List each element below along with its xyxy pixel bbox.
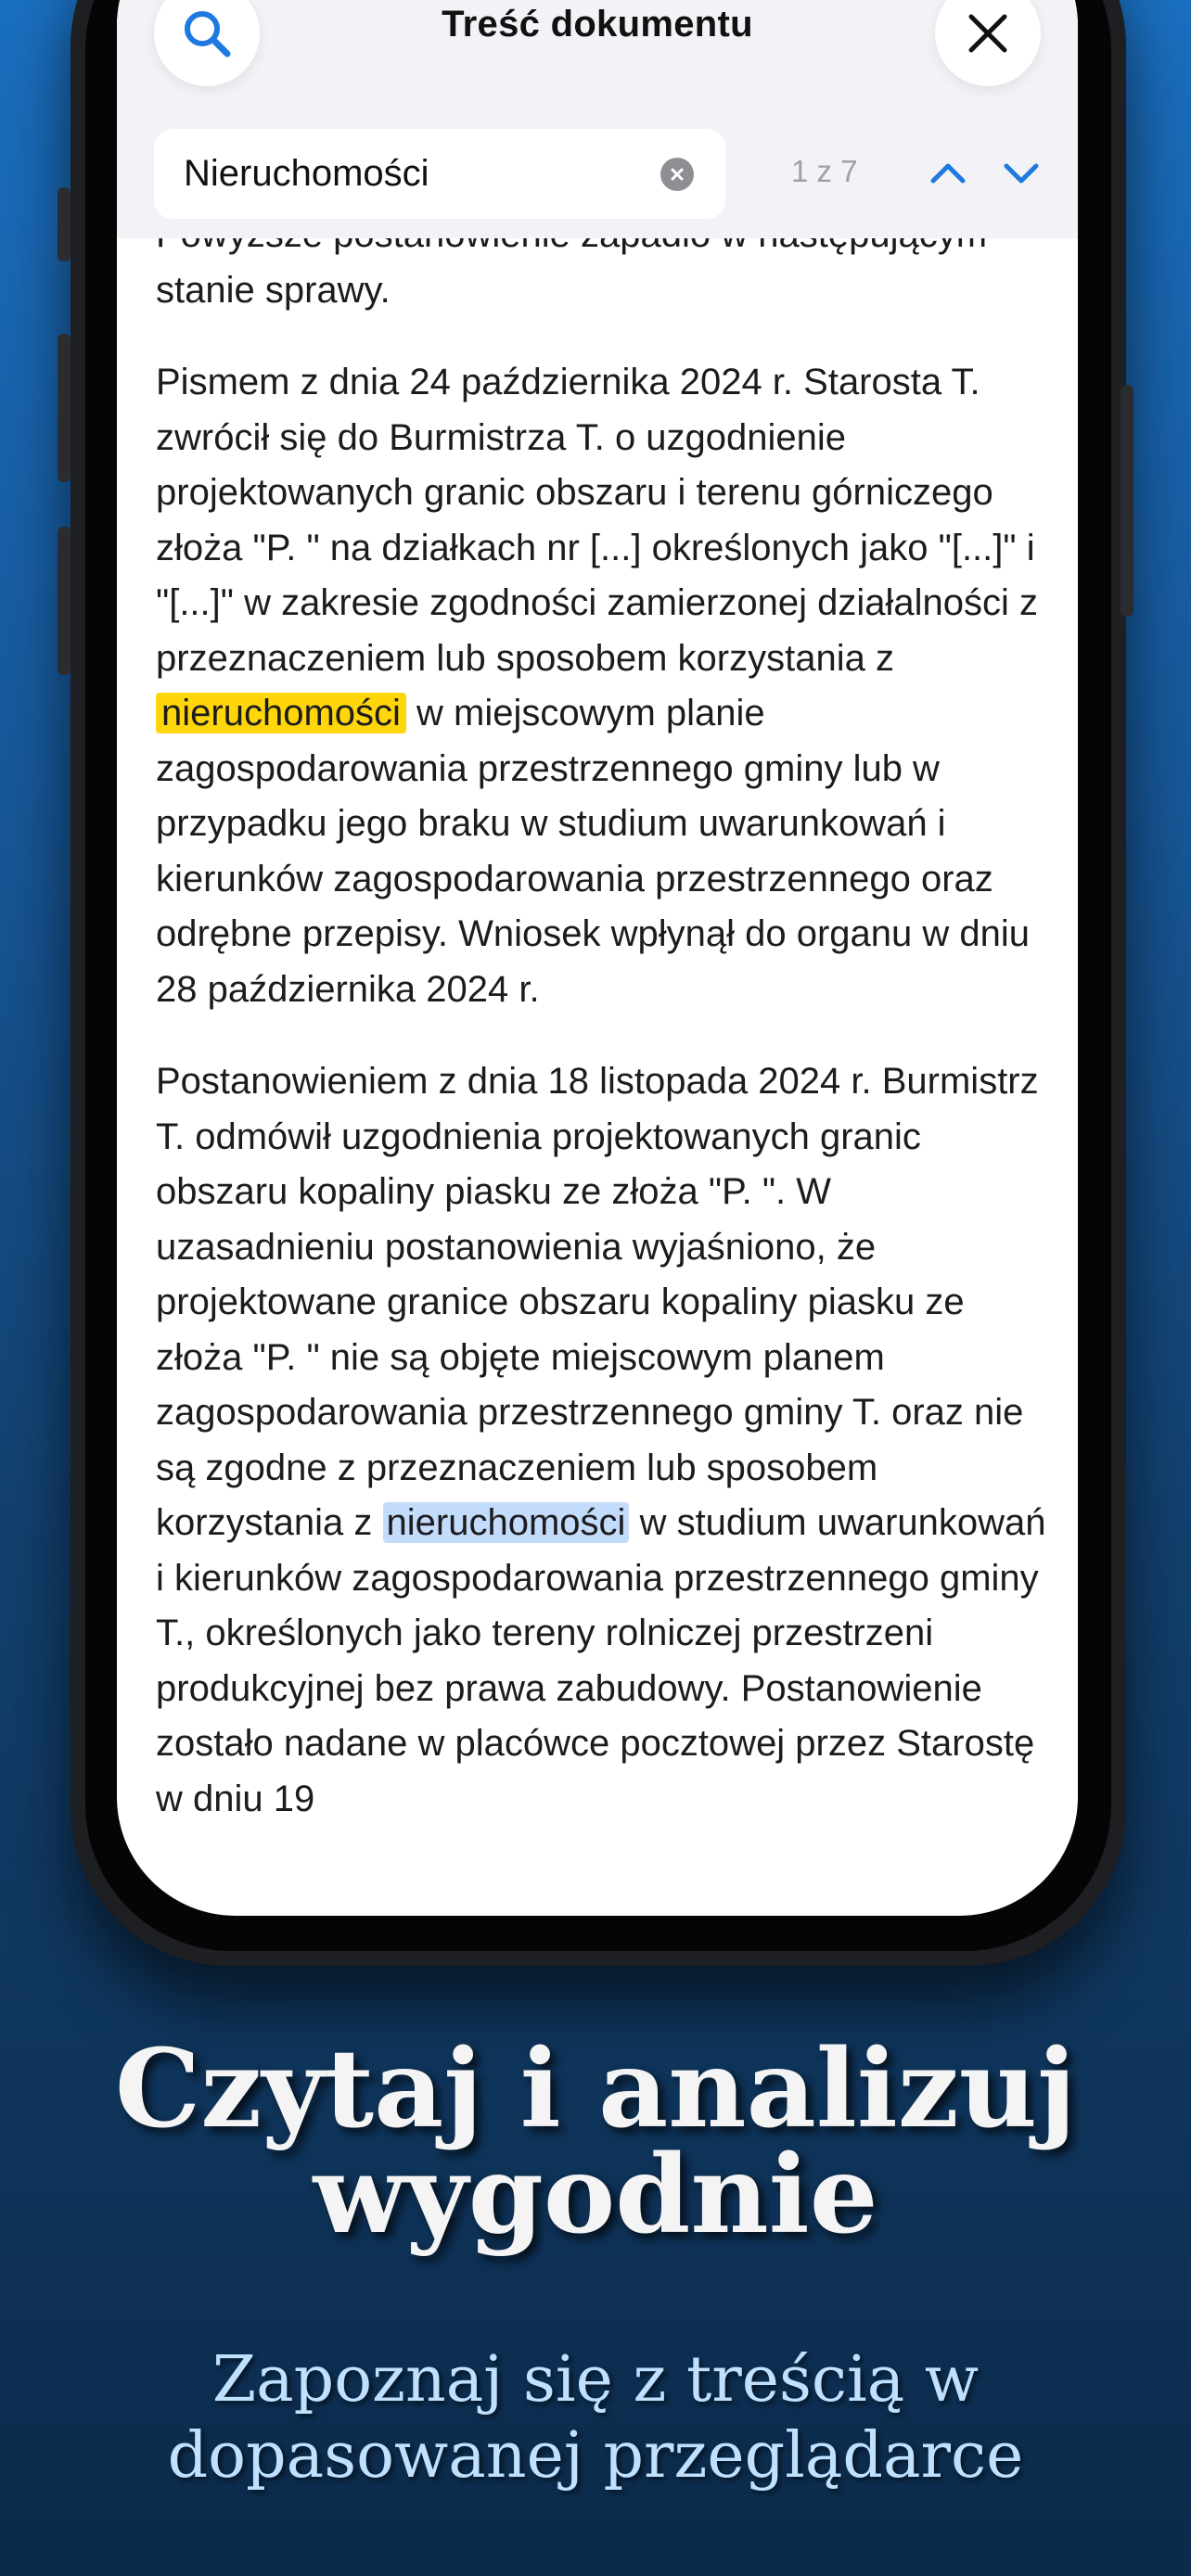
paragraph-1-text-after: w miejscowym planie zagospodarowania przestrzennego gminy lub w przypadku jego braku w studium uwarunkowań i kierunków zagospodarowania przestrzennego oraz odrębne przepisy. Wniosek wpłynął do organu w dniu 28 października 2024 r.	[156, 693, 1031, 1010]
paragraph-2	[156, 1054, 1046, 1827]
paragraph-2-text-after: w studium uwarunkowań i kierunków zagospodarowania przestrzennego gminy T., określonych jako tereny rolniczej przestrzeni produkcyjnej bez prawa zabudowy. Postanowienie zostało nadane w	[156, 1502, 1046, 1764]
phone-volume-up-button	[58, 334, 70, 482]
search-input[interactable]	[154, 129, 725, 219]
paragraph-1	[156, 355, 1046, 1017]
promo-headline-line-2: wygodnie	[313, 2132, 878, 2258]
document-content	[156, 208, 1046, 1864]
paragraph-2-cut-text: placówce pocztowej przez Starostę w dniu 19	[156, 1723, 1035, 1819]
clear-search-icon[interactable]	[660, 158, 694, 191]
promo-subline	[0, 2342, 1191, 2494]
paragraph-2-text-before: Postanowieniem z dnia 18 listopada 2024 r. Burmistrz T. odmówił uzgodnienia projektowanych granic obszaru kopaliny piasku ze złoża "P. ". W uzasadnieniu postanowienia wyjaśniono, że projektowane granice obszaru kopaliny piasku ze złoża "P. " nie są objęte miejscowym planem zagospodarowania przestrzennego gminy T. oraz nie są zgodne z przeznaczeniem lub sposobem korzystania z	[156, 1061, 1039, 1543]
previous-match-chevron-up-icon[interactable]	[928, 153, 968, 194]
next-match-chevron-down-icon[interactable]	[1001, 153, 1042, 194]
promo-headline	[0, 2026, 1191, 2258]
match-counter: 1 z 7	[791, 154, 858, 188]
search-match: nieruchomości	[383, 1502, 630, 1543]
paragraph-1-text-before: Pismem z dnia 24 października 2024 r. Starosta T. zwrócił się do Burmistrza T. o uzgodnienie projektowanych granic obszaru i terenu górniczego złoża "P. " na działkach nr [...] określonych jako "[...]" i "[...]" w zakresie zgodności zamierzonej działalności z przeznaczeniem lub sposobem korzystania z	[156, 362, 1039, 679]
phone-volume-down-button	[58, 527, 70, 675]
close-x-icon	[966, 11, 1010, 56]
promo-headline-line-1: Czytaj i analizuj	[114, 2026, 1077, 2152]
paragraph-0-tail: stanie sprawy.	[156, 269, 391, 311]
page-title: Treść dokumentu	[442, 4, 753, 45]
promo-subline-line-1: Zapoznaj się z treścią w	[211, 2343, 980, 2417]
search-query: Nieruchomości	[184, 153, 429, 194]
close-button[interactable]	[935, 0, 1041, 86]
phone-side-button	[58, 187, 70, 261]
phone-power-button	[1121, 385, 1133, 617]
app-screen	[117, 0, 1078, 1916]
current-search-match: nieruchomości	[156, 693, 406, 733]
promo-subline-line-2: dopasowanej przeglądarce	[167, 2419, 1024, 2493]
top-bar	[117, 0, 1078, 238]
